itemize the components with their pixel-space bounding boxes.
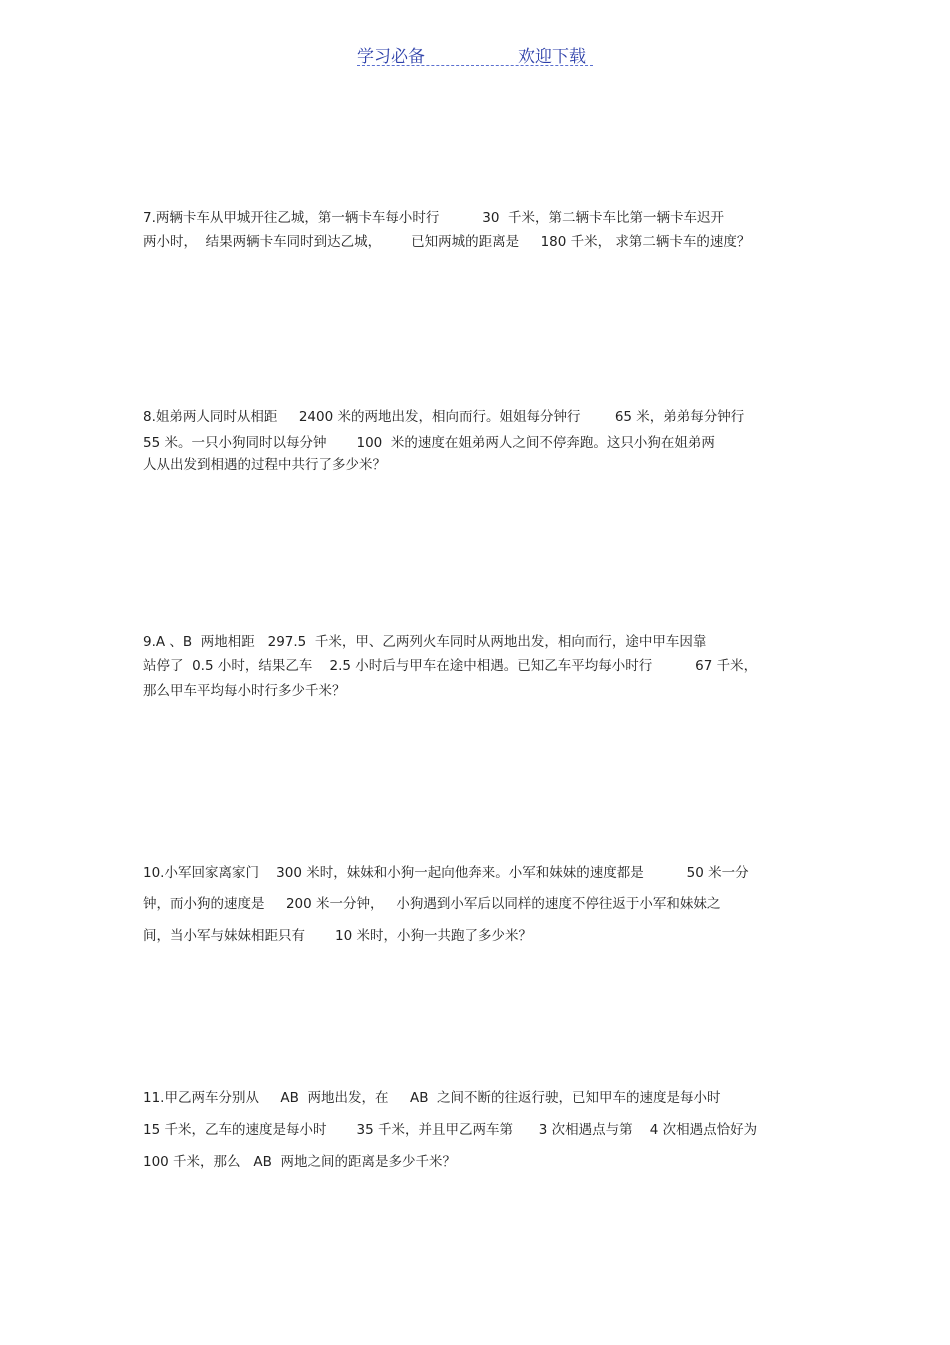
- problem-11-line-1: 11.甲乙两车分别从 AB 两地出发，在 AB 之间不断的往返行驶，已知甲车的速度是每小时: [143, 1090, 721, 1106]
- problem-11-line-2: 15 千米，乙车的速度是每小时 35 千米，并且甲乙两车第 3 次相遇点与第 4 次相遇点恰好为: [143, 1122, 758, 1138]
- problem-9-line-2: 站停了 0.5 小时，结果乙车 2.5 小时后与甲车在途中相遇。已知乙车平均每小时行 67 千米，: [143, 658, 758, 674]
- problem-7-line-2: 两小时， 结果两辆卡车同时到达乙城， 已知两城的距离是 180 千米， 求第二辆卡车的速度？: [143, 234, 751, 250]
- problem-7-line-1: 7.两辆卡车从甲城开往乙城，第一辆卡车每小时行 30 千米，第二辆卡车比第一辆卡车迟开: [143, 210, 725, 226]
- page-header: [357, 41, 593, 66]
- problem-8-line-1: 8.姐弟两人同时从相距 2400 米的两地出发，相向而行。姐姐每分钟行 65 米，弟弟每分钟行: [143, 409, 745, 425]
- header-left-text: 学习必备: [357, 47, 425, 67]
- header-right-text: 欢迎下载: [518, 47, 586, 67]
- problem-10-line-2: 钟，而小狗的速度是 200 米一分钟， 小狗遇到小军后以同样的速度不停往返于小军和妹妹之: [143, 896, 721, 912]
- problem-9-line-1: 9.A 、B 两地相距 297.5 千米，甲、乙两列火车同时从两地出发，相向而行，途中甲车因靠: [143, 634, 707, 650]
- problem-8-line-2: 55 米。一只小狗同时以每分钟 100 米的速度在姐弟两人之间不停奔跑。这只小狗在姐弟两: [143, 435, 715, 451]
- problem-8-line-3: 人从出发到相遇的过程中共行了多少米？: [143, 457, 386, 473]
- problem-9-line-3: 那么甲车平均每小时行多少千米？: [143, 683, 346, 699]
- problem-11-line-3: 100 千米，那么 AB 两地之间的距离是多少千米？: [143, 1154, 457, 1170]
- problem-10-line-3: 间，当小军与妹妹相距只有 10 米时，小狗一共跑了多少米？: [143, 928, 533, 944]
- problem-10-line-1: 10.小军回家离家门 300 米时，妹妹和小狗一起向他奔来。小军和妹妹的速度都是 50 米一分: [143, 865, 749, 881]
